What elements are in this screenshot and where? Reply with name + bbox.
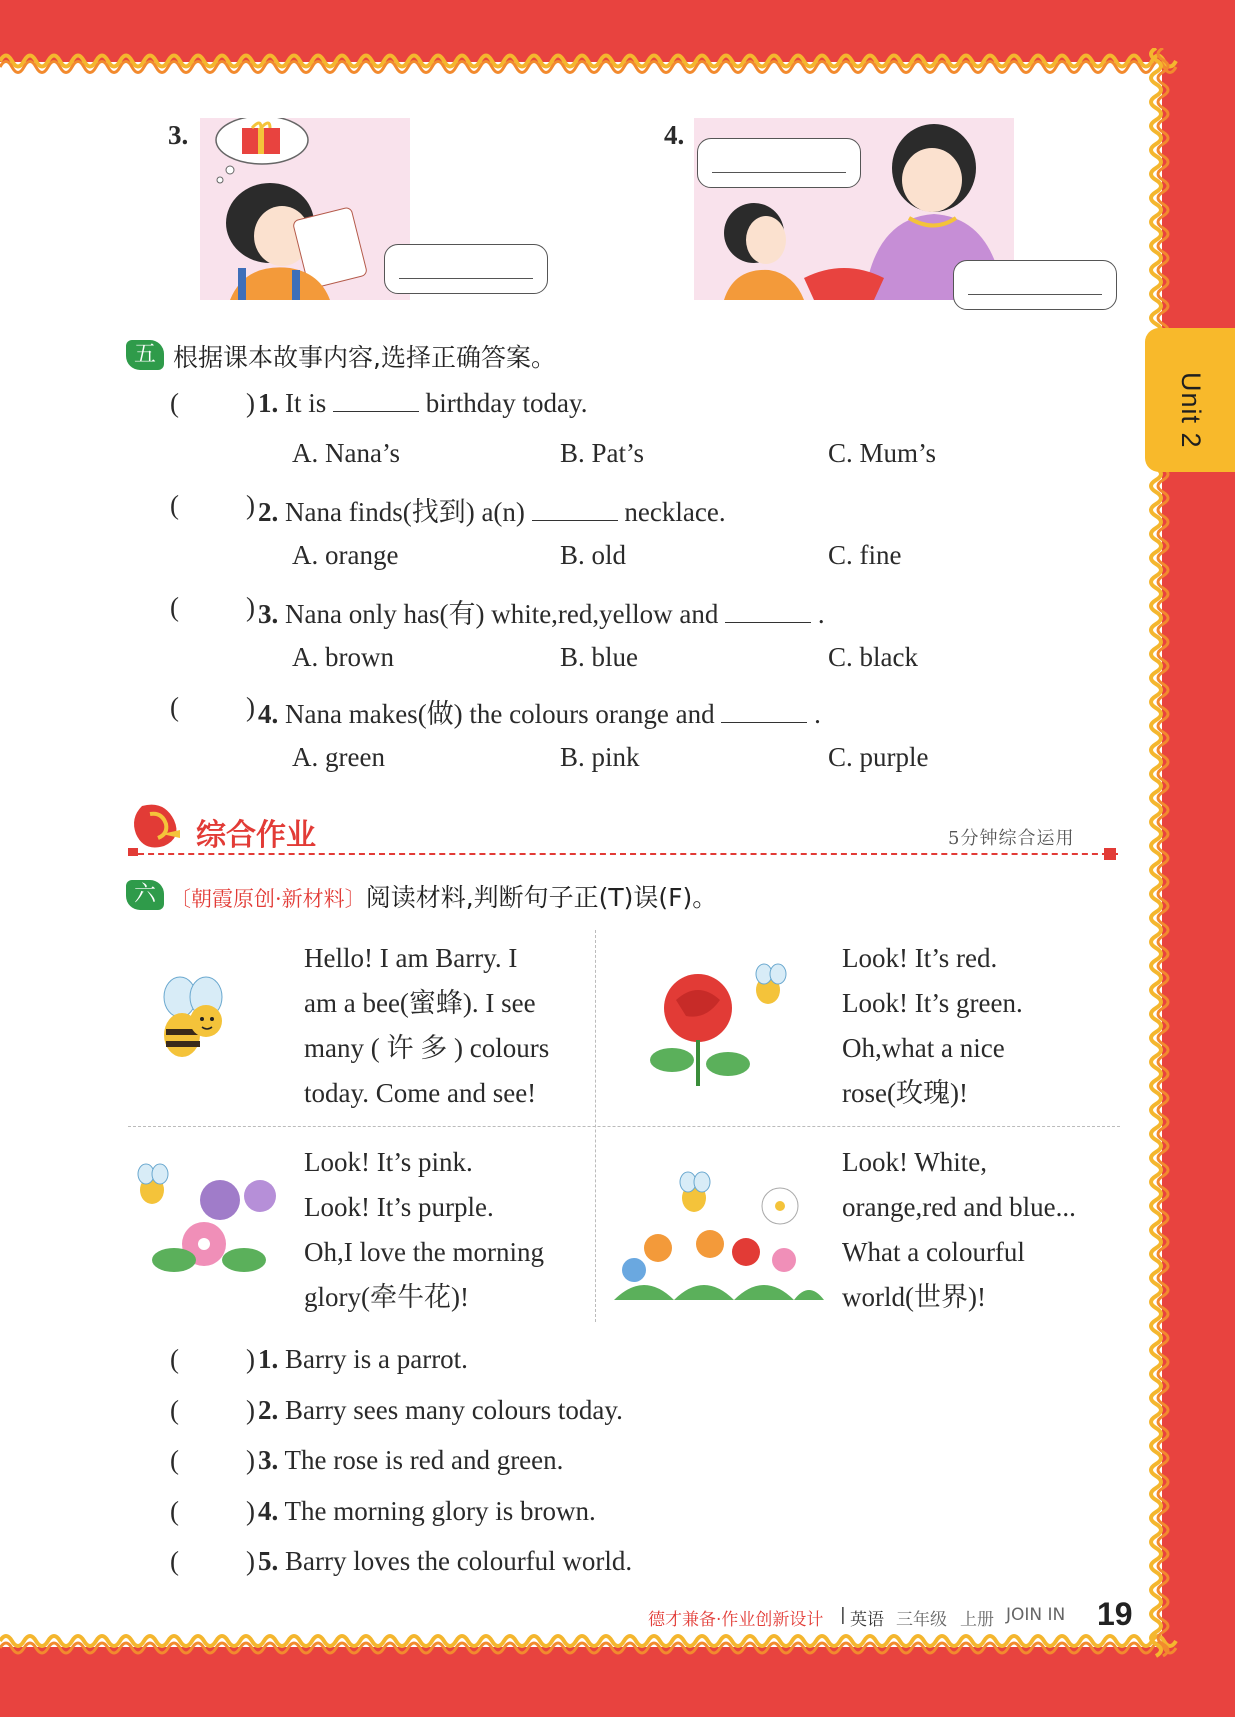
statement-text: The morning glory is brown. (284, 1495, 596, 1526)
question-number: 2. (258, 497, 279, 527)
statement-4 (258, 1496, 596, 1527)
answer-slot[interactable] (186, 390, 244, 420)
bottom-wave-border (0, 1633, 1180, 1659)
fill-blank (725, 602, 811, 623)
statement-text: Barry is a parrot. (285, 1344, 468, 1374)
statement-1 (258, 1344, 468, 1375)
section-6-heading (170, 878, 717, 914)
unit-tab[interactable] (1145, 328, 1235, 472)
answer-bubble-4b[interactable] (953, 260, 1117, 310)
option-c[interactable]: C. purple (828, 742, 929, 772)
statement-number: 4. (258, 1495, 279, 1526)
question-number: 3. (258, 599, 279, 629)
question-1 (258, 388, 587, 419)
statement-2 (258, 1395, 623, 1426)
picture-3-number: 3. (168, 120, 189, 150)
option-b[interactable]: B. old (560, 540, 627, 570)
question-text-end: birthday today. (425, 388, 588, 418)
answer-paren-open: ( (170, 1495, 179, 1526)
story-line: Look! It’s green. (842, 988, 1023, 1018)
answer-paren-close: ) (246, 692, 255, 722)
tf-answer-slot[interactable] (186, 1498, 244, 1528)
section-6-tag: 〔朝霞原创·新材料〕 (170, 887, 366, 911)
fill-blank (532, 500, 618, 521)
answer-paren-close: ) (246, 1344, 255, 1374)
story-line: Look! It’s pink. (304, 1147, 473, 1177)
statement-text: Barry sees many colours today. (285, 1394, 623, 1425)
homework-title: 综合作业 (196, 818, 316, 853)
question-text-end: necklace. (624, 497, 726, 527)
statement-text: The rose is red and green. (284, 1445, 564, 1475)
story-line: What a colourful (842, 1237, 1025, 1267)
statement-text: Barry loves the colourful world. (285, 1546, 633, 1576)
story-2 (842, 936, 1023, 1116)
option-c[interactable]: C. Mum’s (828, 438, 937, 468)
footer-separator: | (840, 1605, 846, 1625)
question-number: 1. (258, 388, 279, 418)
statement-number: 5. (258, 1546, 279, 1576)
section-6-title: 阅读材料,判断句子正(T)误(F)。 (365, 883, 718, 912)
story-1 (304, 936, 549, 1116)
top-wave-border (0, 48, 1180, 74)
story-line: Look! White, (842, 1147, 987, 1177)
story-4 (842, 1140, 1076, 1320)
question-text: It is (285, 388, 327, 418)
tf-answer-slot[interactable] (186, 1346, 244, 1376)
morning-glory-and-bee-icon (124, 1160, 294, 1290)
grid-horizontal-divider (128, 1126, 1120, 1127)
question-3 (258, 592, 825, 631)
tf-answer-slot[interactable] (186, 1447, 244, 1477)
answer-paren-open: ( (170, 592, 179, 622)
story-line: Oh,what a nice (842, 1033, 1005, 1063)
flower-field-and-bee-icon (614, 1170, 824, 1300)
statement-number: 2. (258, 1394, 279, 1425)
right-wave-border (1148, 48, 1174, 1659)
answer-bubble-4a[interactable] (697, 138, 861, 188)
statement-number: 1. (258, 1344, 279, 1374)
answer-line (399, 278, 533, 279)
section-5-badge: 五 (126, 340, 164, 370)
answer-paren-close: ) (246, 490, 255, 520)
rose-and-bee-icon (636, 960, 806, 1090)
statement-number: 3. (258, 1445, 279, 1475)
fill-blank (333, 391, 419, 412)
question-text: Nana only has(有) white,red,yellow and (285, 599, 719, 629)
story-line: Look! It’s red. (842, 943, 998, 973)
answer-paren-open: ( (170, 1394, 179, 1425)
story-line: Look! It’s purple. (304, 1192, 494, 1222)
answer-line (968, 294, 1102, 295)
story-3 (304, 1140, 544, 1320)
answer-paren-open: ( (170, 1344, 179, 1374)
question-2 (258, 490, 726, 529)
question-text: Nana finds(找到) a(n) (285, 497, 525, 527)
option-a[interactable]: A. orange (292, 540, 399, 570)
answer-slot[interactable] (186, 594, 244, 624)
homework-divider (128, 853, 1118, 855)
picture-4-number: 4. (664, 120, 685, 150)
story-line: orange,red and blue... (842, 1192, 1076, 1222)
answer-slot[interactable] (186, 492, 244, 522)
option-a[interactable]: A. Nana’s (292, 438, 400, 468)
option-b[interactable]: B. Pat’s (560, 438, 645, 468)
question-4 (258, 692, 821, 731)
footer-term: 上册 (960, 1610, 994, 1630)
answer-paren-close: ) (246, 592, 255, 622)
question-text-end: . (817, 599, 825, 629)
answer-paren-close: ) (246, 388, 255, 418)
tf-answer-slot[interactable] (186, 1397, 244, 1427)
option-a[interactable]: A. green (292, 742, 385, 772)
story-line: Hello! I am Barry. I (304, 943, 518, 973)
homework-icon (124, 800, 184, 860)
footer-edition: JOIN IN (1006, 1605, 1066, 1625)
story-line: glory(牵牛花)! (304, 1282, 469, 1312)
answer-paren-open: ( (170, 1546, 179, 1576)
answer-paren-close: ) (246, 1546, 255, 1576)
answer-bubble-3[interactable] (384, 244, 548, 294)
story-line: many ( 许 多 ) colours (304, 1033, 550, 1063)
section-6-badge: 六 (126, 880, 164, 910)
story-line: today. Come and see! (304, 1078, 537, 1108)
answer-paren-open: ( (170, 692, 179, 722)
footer-subject: 英语 (850, 1610, 884, 1630)
answer-slot[interactable] (186, 694, 244, 724)
unit-tab-label: Unit 2 (1176, 372, 1206, 449)
homework-subtitle: 5分钟综合运用 (948, 828, 1075, 849)
statement-3 (258, 1445, 563, 1476)
section-5-title: 根据课本故事内容,选择正确答案。 (173, 343, 556, 372)
option-c[interactable]: C. fine (828, 540, 902, 570)
answer-paren-close: ) (246, 1394, 255, 1425)
answer-paren-open: ( (170, 490, 179, 520)
answer-paren-open: ( (170, 1445, 179, 1475)
page-number: 19 (1097, 1596, 1133, 1632)
tf-answer-slot[interactable] (186, 1548, 244, 1578)
girl-calendar-illustration (200, 118, 410, 300)
story-line: rose(玫瑰)! (842, 1078, 968, 1108)
option-b[interactable]: B. blue (560, 642, 638, 672)
divider-end-mark (1104, 848, 1116, 860)
option-b[interactable]: B. pink (560, 742, 640, 772)
statement-5 (258, 1546, 632, 1577)
option-c[interactable]: C. black (828, 642, 918, 672)
answer-paren-close: ) (246, 1445, 255, 1475)
picture-girl-calendar (200, 118, 410, 300)
fill-blank (721, 702, 807, 723)
footer-grade: 三年级 (896, 1610, 947, 1630)
bee-barry-icon (150, 975, 240, 1065)
story-line: am a bee(蜜蜂). I see (304, 988, 536, 1018)
answer-paren-open: ( (170, 388, 179, 418)
footer-brand: 德才兼备·作业创新设计 (648, 1610, 824, 1630)
question-text: Nana makes(做) the colours orange and (285, 699, 715, 729)
story-line: world(世界)! (842, 1282, 986, 1312)
question-number: 4. (258, 699, 279, 729)
story-line: Oh,I love the morning (304, 1237, 544, 1267)
question-text-end: . (814, 699, 821, 729)
answer-line (712, 172, 846, 173)
option-a[interactable]: A. brown (292, 642, 394, 672)
answer-paren-close: ) (246, 1495, 255, 1526)
